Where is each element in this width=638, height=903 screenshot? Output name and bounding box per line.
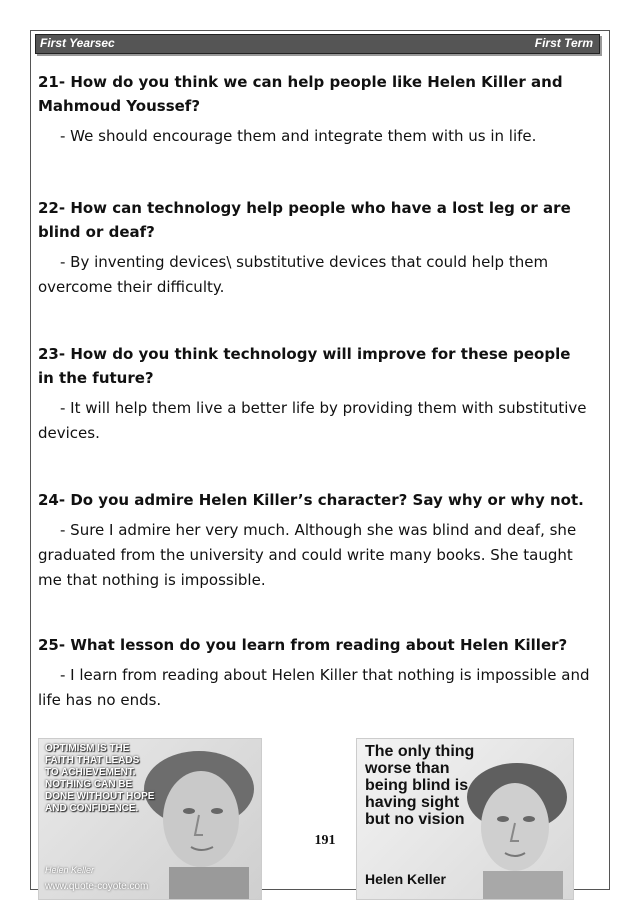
- answer-24: - Sure I admire her very much. Although she was blind and deaf, she graduated from the university and could write many books. She taught me that nothing is impossible.: [38, 521, 577, 589]
- image-quote-text: The only thing worse than being blind is having sight but no vision: [365, 743, 475, 828]
- qa-item-24: [38, 488, 590, 593]
- image-quote-text: OPTIMISM IS THE FAITH THAT LEADS TO ACHIEVEMENT. NOTHING CAN BE DONE WITHOUT HOPE AND CONFIDENCE.: [45, 743, 155, 814]
- answer-22: - By inventing devices\ substitutive devices that could help them overcome their difficulty.: [38, 253, 549, 296]
- header-term: First Term: [534, 36, 593, 50]
- quote-image-vision: [356, 738, 574, 900]
- image-quote-author: Helen Keller: [45, 865, 95, 875]
- question-21: 21- How do you think we can help people like Helen Killer and Mahmoud Youssef?: [38, 73, 563, 115]
- answer-21: - We should encourage them and integrate them with us in life.: [60, 127, 537, 145]
- answer-25: - I learn from reading about Helen Killer that nothing is impossible and life has no ends.: [38, 666, 590, 709]
- question-24: 24- Do you admire Helen Killer’s character? Say why or why not.: [38, 491, 584, 509]
- qa-item-22: [38, 196, 590, 300]
- question-23: 23- How do you think technology will improve for these people in the future?: [38, 345, 571, 387]
- qa-item-21: [38, 70, 590, 149]
- answer-23: - It will help them live a better life by providing them with substitutive devices.: [38, 399, 587, 442]
- image-quote-author: Helen Keller: [365, 871, 446, 887]
- page-header: [35, 34, 600, 54]
- header-level: First Yearsec: [40, 36, 115, 50]
- page-number: 191: [305, 833, 345, 849]
- qa-item-23: [38, 342, 590, 446]
- quote-image-optimism: [38, 738, 262, 900]
- question-22: 22- How can technology help people who have a lost leg or are blind or deaf?: [38, 199, 571, 241]
- question-25: 25- What lesson do you learn from reading about Helen Killer?: [38, 636, 568, 654]
- qa-item-25: [38, 633, 590, 713]
- image-watermark: www.quote-coyote.com: [45, 881, 149, 892]
